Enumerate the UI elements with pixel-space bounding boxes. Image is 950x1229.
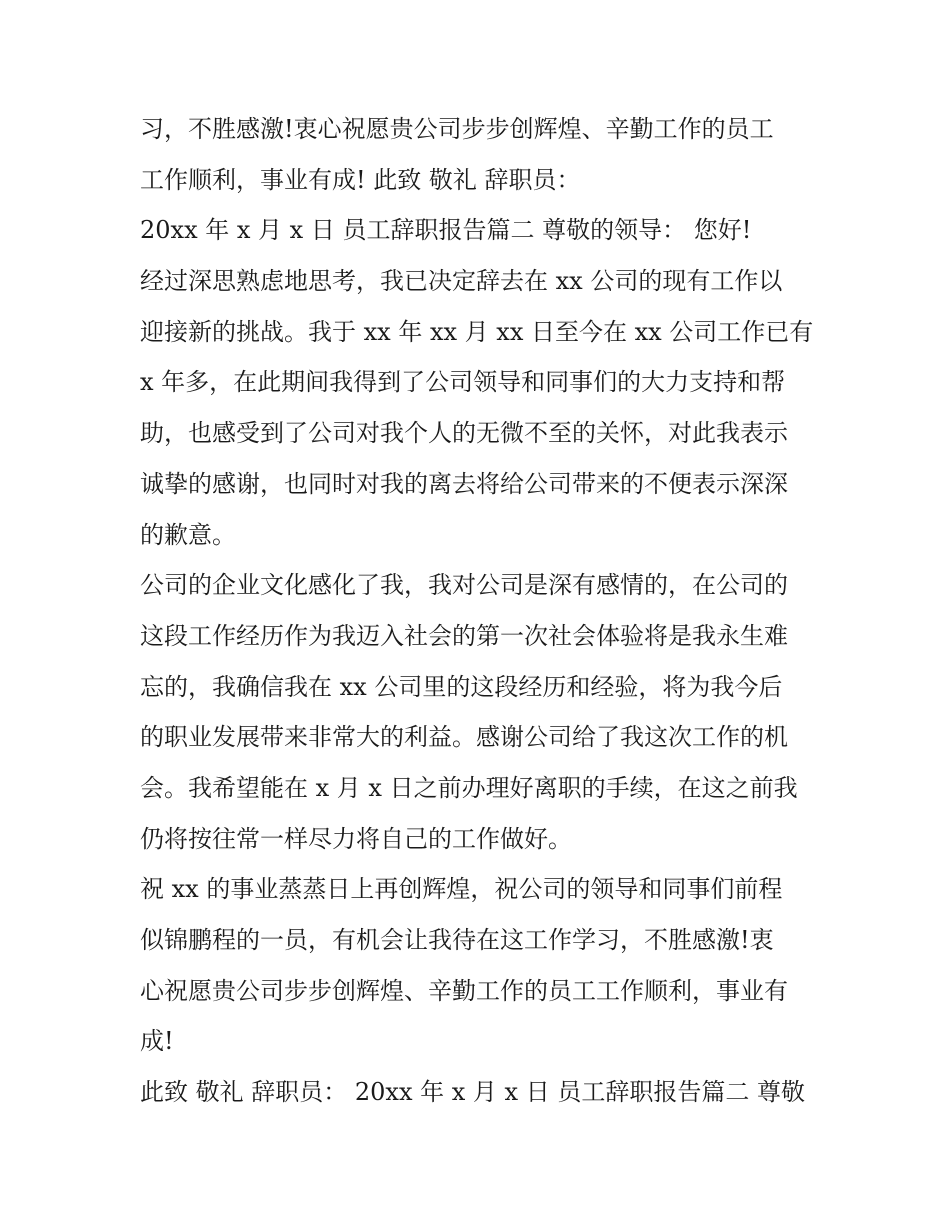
document-body bbox=[140, 104, 820, 1118]
text-line: 会。我希望能在 x 月 x 日之前办理好离职的手续，在这之前我 bbox=[140, 773, 798, 802]
text-line: 助，也感受到了公司对我个人的无微不至的关怀，对此我表示 bbox=[140, 419, 788, 448]
text-line: 诚挚的感谢，也同时对我的离去将给公司带来的不便表示深深 bbox=[140, 469, 788, 498]
text-line: 的职业发展带来非常大的利益。感谢公司给了我这次工作的机 bbox=[140, 723, 788, 752]
text-line: 迎接新的挑战。我于 xx 年 xx 月 xx 日至今在 xx 公司工作已有 bbox=[140, 317, 814, 346]
text-line: 祝 xx 的事业蒸蒸日上再创辉煌，祝公司的领导和同事们前程 bbox=[140, 875, 783, 904]
text-line: 公司的企业文化感化了我，我对公司是深有感情的，在公司的 bbox=[140, 571, 788, 600]
text-line: 20xx 年 x 月 x 日 员工辞职报告篇二 尊敬的领导： 您好! bbox=[140, 216, 752, 245]
text-line: 似锦鹏程的一员，有机会让我待在这工作学习，不胜感激!衷 bbox=[140, 926, 774, 954]
text-line: 忘的，我确信我在 xx 公司里的这段经历和经验，将为我今后 bbox=[140, 672, 783, 701]
text-line: 的歉意。 bbox=[140, 520, 236, 549]
text-line: 经过深思熟虑地思考，我已决定辞去在 xx 公司的现有工作以 bbox=[140, 267, 783, 296]
text-line: x 年多，在此期间我得到了公司领导和同事们的大力支持和帮 bbox=[140, 368, 786, 397]
text-line: 这段工作经历作为我迈入社会的第一次社会体验将是我永生难 bbox=[140, 621, 788, 650]
text-line: 心祝愿贵公司步步创辉煌、辛勤工作的员工工作顺利，事业有 bbox=[140, 976, 788, 1005]
text-line: 仍将按往常一样尽力将自己的工作做好。 bbox=[140, 824, 572, 853]
text-line: 工作顺利，事业有成! 此致 敬礼 辞职员： bbox=[140, 165, 581, 194]
text-line: 成! bbox=[140, 1027, 174, 1056]
text-line: 习，不胜感激!衷心祝愿贵公司步步创辉煌、辛勤工作的员工 bbox=[140, 115, 774, 143]
text-line: 此致 敬礼 辞职员： 20xx 年 x 月 x 日 员工辞职报告篇二 尊敬 bbox=[140, 1078, 805, 1107]
